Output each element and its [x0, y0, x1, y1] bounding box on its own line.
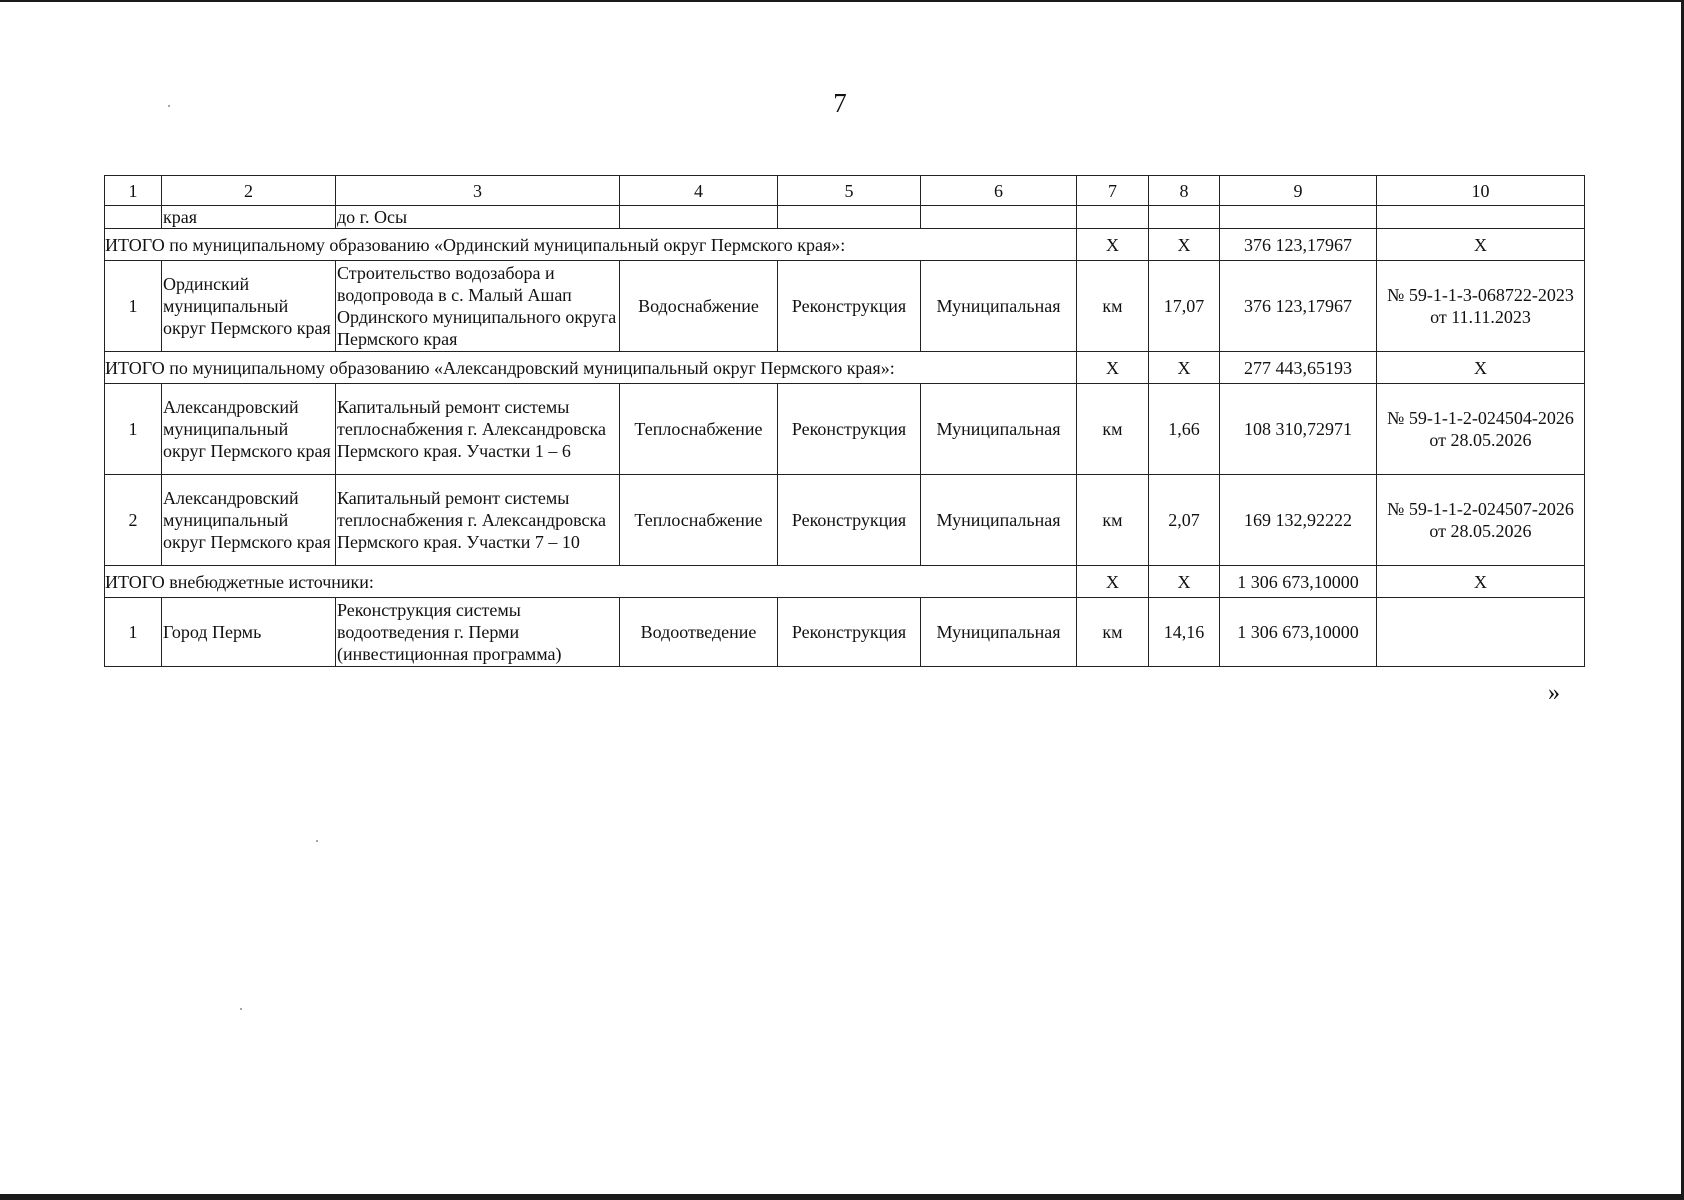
cell-unit: км: [1077, 384, 1149, 475]
cell-object: до г. Осы: [336, 206, 620, 229]
cell-length: 17,07: [1149, 261, 1220, 352]
cell-object: Капитальный ремонт системы теплоснабжения г. Александровска Пермского края. Участки 7 – 10: [336, 475, 620, 566]
column-number: 8: [1149, 176, 1220, 206]
cell-document: № 59-1-1-2-024507-2026 от 28.05.2026: [1377, 475, 1585, 566]
cell-municipality: края: [162, 206, 336, 229]
total-row: [105, 352, 1585, 384]
cell-object: Реконструкция системы водоотведения г. Перми (инвестиционная программа): [336, 598, 620, 667]
total-c10: Х: [1377, 352, 1585, 384]
column-number: 7: [1077, 176, 1149, 206]
column-number: 9: [1220, 176, 1377, 206]
table-row: [105, 384, 1585, 475]
scan-speck: [240, 1008, 242, 1010]
register-table: [104, 175, 1585, 667]
cell-type: Водоотведение: [620, 598, 778, 667]
cell-unit: [1077, 206, 1149, 229]
cell-ownership: Муниципальная: [921, 598, 1077, 667]
table-row: [105, 598, 1585, 667]
cell-document: № 59-1-1-2-024504-2026 от 28.05.2026: [1377, 384, 1585, 475]
cell-length: 1,66: [1149, 384, 1220, 475]
total-label: ИТОГО по муниципальному образованию «Александровский муниципальный округ Пермского края»:: [105, 352, 1077, 384]
column-number: 2: [162, 176, 336, 206]
column-number: 5: [778, 176, 921, 206]
scan-edge-top: [0, 0, 1684, 2]
cell-ownership: [921, 206, 1077, 229]
total-c7: Х: [1077, 566, 1149, 598]
total-amount: 376 123,17967: [1220, 229, 1377, 261]
cell-amount: 169 132,92222: [1220, 475, 1377, 566]
total-row: [105, 229, 1585, 261]
cell-num: [105, 206, 162, 229]
column-number: 1: [105, 176, 162, 206]
cell-type: Теплоснабжение: [620, 475, 778, 566]
cell-document: [1377, 206, 1585, 229]
cell-work: Реконструкция: [778, 475, 921, 566]
cell-ownership: Муниципальная: [921, 475, 1077, 566]
cell-document: [1377, 598, 1585, 667]
cell-municipality: Ординский муниципальный округ Пермского края: [162, 261, 336, 352]
cell-document: № 59-1-1-3-068722-2023 от 11.11.2023: [1377, 261, 1585, 352]
cell-type: Водоснабжение: [620, 261, 778, 352]
column-number: 10: [1377, 176, 1585, 206]
table-row: [105, 475, 1585, 566]
cell-ownership: Муниципальная: [921, 384, 1077, 475]
cell-work: [778, 206, 921, 229]
total-amount: 1 306 673,10000: [1220, 566, 1377, 598]
cell-amount: 376 123,17967: [1220, 261, 1377, 352]
column-number: 3: [336, 176, 620, 206]
cell-num: 1: [105, 384, 162, 475]
cell-ownership: Муниципальная: [921, 261, 1077, 352]
cell-municipality: Александровский муниципальный округ Пермского края: [162, 475, 336, 566]
cell-amount: 108 310,72971: [1220, 384, 1377, 475]
total-c8: Х: [1149, 566, 1220, 598]
total-amount: 277 443,65193: [1220, 352, 1377, 384]
total-c8: Х: [1149, 229, 1220, 261]
cell-length: 14,16: [1149, 598, 1220, 667]
total-c7: Х: [1077, 352, 1149, 384]
column-number: 4: [620, 176, 778, 206]
total-label: ИТОГО по муниципальному образованию «Ординский муниципальный округ Пермского края»:: [105, 229, 1077, 261]
cell-type: [620, 206, 778, 229]
cell-municipality: Город Пермь: [162, 598, 336, 667]
cell-num: 2: [105, 475, 162, 566]
cell-amount: 1 306 673,10000: [1220, 598, 1377, 667]
page-number: 7: [833, 88, 847, 118]
table-row: [105, 261, 1585, 352]
total-c8: Х: [1149, 352, 1220, 384]
cell-num: 1: [105, 261, 162, 352]
cell-unit: км: [1077, 261, 1149, 352]
column-number: 6: [921, 176, 1077, 206]
scan-speck: [168, 105, 170, 107]
cell-type: Теплоснабжение: [620, 384, 778, 475]
scan-speck: [316, 840, 318, 842]
cell-unit: км: [1077, 475, 1149, 566]
cell-length: 2,07: [1149, 475, 1220, 566]
total-label: ИТОГО внебюджетные источники:: [105, 566, 1077, 598]
cell-work: Реконструкция: [778, 384, 921, 475]
cell-work: Реконструкция: [778, 598, 921, 667]
total-c7: Х: [1077, 229, 1149, 261]
cell-length: [1149, 206, 1220, 229]
cell-municipality: Александровский муниципальный округ Пермского края: [162, 384, 336, 475]
cell-unit: км: [1077, 598, 1149, 667]
total-c10: Х: [1377, 229, 1585, 261]
cell-amount: [1220, 206, 1377, 229]
cell-object: Строительство водозабора и водопровода в с. Малый Ашап Ординского муниципального округа Пермского края: [336, 261, 620, 352]
cell-work: Реконструкция: [778, 261, 921, 352]
total-c10: Х: [1377, 566, 1585, 598]
total-row: [105, 566, 1585, 598]
column-number-row: [105, 176, 1585, 206]
cell-object: Капитальный ремонт системы теплоснабжения г. Александровска Пермского края. Участки 1 – 6: [336, 384, 620, 475]
continuation-row: [105, 206, 1585, 229]
closing-quote: »: [1548, 680, 1560, 706]
scan-edge-bottom: [0, 1194, 1684, 1200]
cell-num: 1: [105, 598, 162, 667]
